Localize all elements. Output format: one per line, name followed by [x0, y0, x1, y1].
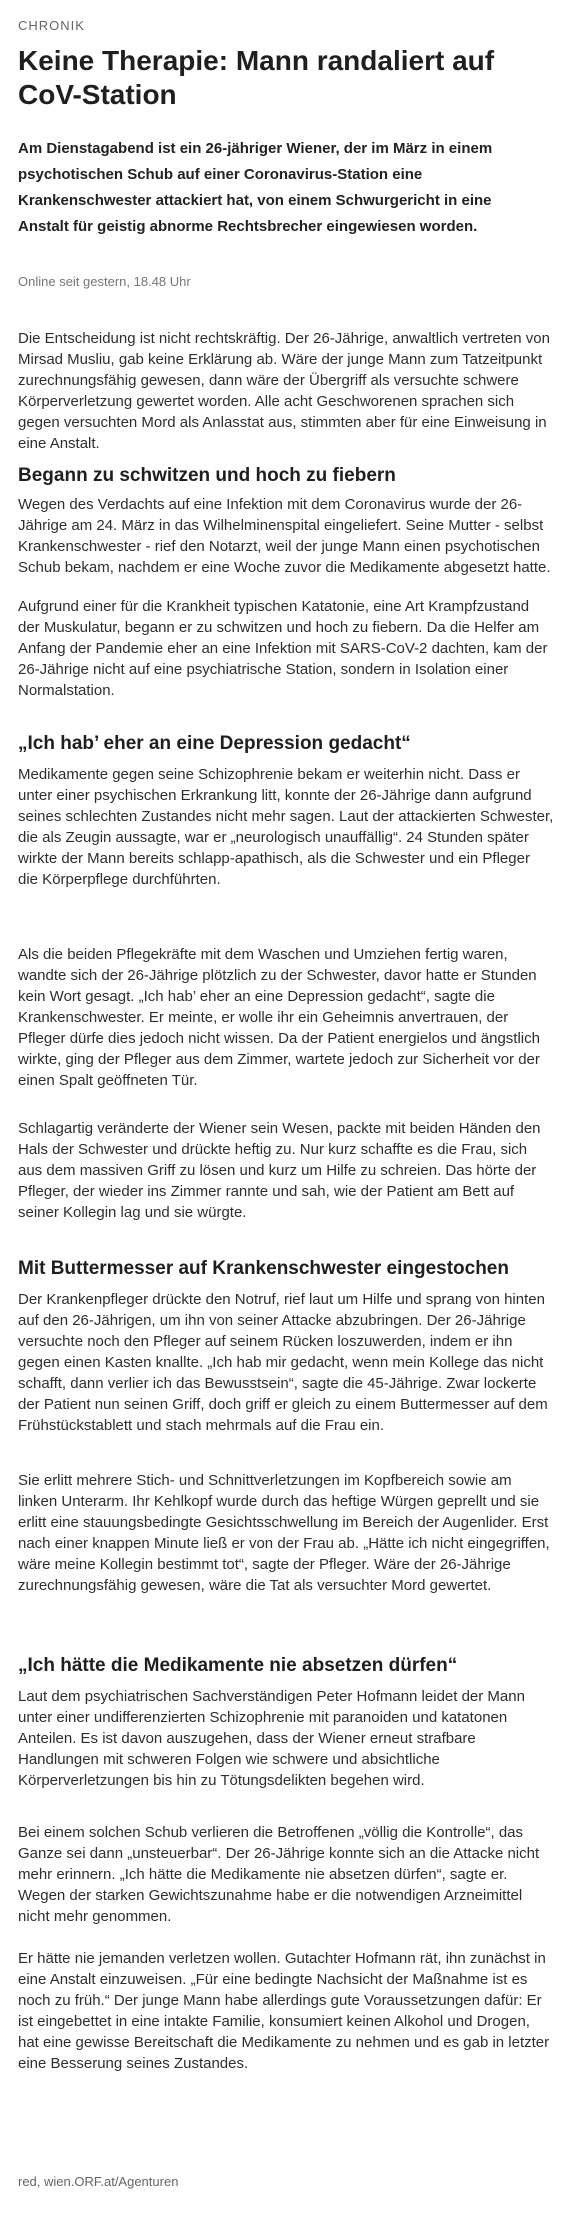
section-heading: Begann zu schwitzen und hoch zu fiebern: [18, 465, 396, 486]
article-paragraph: Aufgrund einer für die Krankheit typischen Katatonie, eine Art Krampfzustand der Muskulatur, begann er zu schwitzen und hoch zu fiebern. Da die Helfer am Anfang der Pandemie eher an eine Infektion mit SARS-CoV-2 dachten, kam der 26-Jährige nicht auf eine psychiatrische Station, sondern in Isolation einer Normalstation.: [18, 598, 548, 699]
article-paragraph: Die Entscheidung ist nicht rechtskräftig. Der 26-Jährige, anwaltlich vertreten von Mirsad Musliu, gab keine Erklärung ab. Wäre der junge Mann zum Tatzeitpunkt zurechnungsfähig gewesen, dann wäre der Übergriff als versuchte schwere Körperverletzung gewertet worden. Alle acht Geschworenen sprachen sich gegen versuchten Mord als Anlasstat aus, stimmten aber für eine Einweisung in eine Anstalt.: [18, 330, 550, 452]
article-paragraph: Bei einem solchen Schub verlieren die Betroffenen „völlig die Kontrolle“, das Ganze sei dann „unsteuerbar“. Der 26-Jährige konnte sich an die Attacke nicht mehr erinnern. „Ich hätte die Medikamente nie absetzen dürfen“, sagte er. Wegen der starken Gewichtszunahme habe er die notwendigen Arzneimittel nicht mehr genommen.: [18, 1824, 540, 1925]
section-heading: „Ich hätte die Medikamente nie absetzen dürfen“: [18, 1655, 458, 1676]
publication-date: Online seit gestern, 18.48 Uhr: [18, 274, 191, 289]
article-paragraph: Laut dem psychiatrischen Sachverständigen Peter Hofmann leidet der Mann unter einer undifferenzierten Schizophrenie mit paranoiden und katatonen Anteilen. Es ist davon auszugehen, dass der Wiener erneut strafbare Handlungen mit schweren Folgen wie schwere und absichtliche Körperverletzungen bis hin zu Tötungsdelikten begehen wird.: [18, 1688, 525, 1789]
section-label[interactable]: CHRONIK: [18, 18, 85, 33]
article-paragraph: Medikamente gegen seine Schizophrenie bekam er weiterhin nicht. Dass er unter einer psychischen Erkrankung litt, konnte der 26-Jährige dann aufgrund seines schlechten Zustandes nicht mehr sagen. Laut der attackierten Schwester, die als Zeugin aussagte, war er „neurologisch unauffällig“. 24 Stunden später wirkte der Mann bereits schlapp-apathisch, als die Schwester und ein Pfleger die Körperpflege durchführten.: [18, 766, 554, 888]
section-heading: Mit Buttermesser auf Krankenschwester eingestochen: [18, 1258, 509, 1279]
article-lead: Am Dienstagabend ist ein 26-jähriger Wiener, der im März in einem psychotischen Schub auf einer Coronavirus-Station eine Krankenschwester attackiert hat, von einem Schwurgericht in eine Anstalt für geistig abnorme Rechtsbrecher eingewiesen worden.: [18, 140, 493, 235]
article-paragraph: Sie erlitt mehrere Stich- und Schnittverletzungen im Kopfbereich sowie am linken Unterarm. Ihr Kehlkopf wurde durch das heftige Würgen geprellt und sie erlitt eine stauungsbedingte Gesichtsschwellung im Bereich der Augenlider. Erst nach einer knappen Minute ließ er von der Frau ab. „Hätte ich nicht eingegriffen, wäre meine Kollegin bestimmt tot“, sagte der Pfleger. Wäre der 26-Jährige zurechnungsfähig gewesen, wäre die Tat als versuchter Mord gewertet.: [18, 1472, 550, 1594]
source-credit: red, wien.ORF.at/Agenturen: [18, 2174, 179, 2189]
article-paragraph: Als die beiden Pflegekräfte mit dem Waschen und Umziehen fertig waren, wandte sich der 26-Jährige plötzlich zu der Schwester, davor hatte er Stunden kein Wort gesagt. „Ich hab’ eher an eine Depression gedacht“, sagte die Krankenschwester. Er meinte, er wolle ihr ein Geheimnis anvertrauen, der Pfleger dürfe dies jedoch nicht wissen. Da der Patient energielos und ängstlich wirkte, ging der Pfleger aus dem Zimmer, wartete jedoch zur Sicherheit vor der einen Spalt geöffneten Tür.: [18, 946, 540, 1089]
section-heading: „Ich hab’ eher an eine Depression gedacht“: [18, 733, 411, 754]
article-paragraph: Schlagartig veränderte der Wiener sein Wesen, packte mit beiden Händen den Hals der Schwester und drückte heftig zu. Nur kurz schaffte es die Frau, sich aus dem massiven Griff zu lösen und kurz um Hilfe zu schreien. Das hörte der Pfleger, der wieder ins Zimmer rannte und sah, wie der Patient am Bett auf seiner Kollegin lag und sie würgte.: [18, 1120, 541, 1221]
article-paragraph: Der Krankenpfleger drückte den Notruf, rief laut um Hilfe und sprang von hinten auf den 26-Jährigen, um ihn von seiner Attacke abzubringen. Der 26-Jährige versuchte noch den Pfleger auf seinem Rücken loszuwerden, indem er ihn gegen einen Kasten knallte. „Ich hab mir gedacht, wenn mein Kollege das nicht schafft, dann verlier ich das Bewusstsein“, sagte die 45-Jährige. Zwar lockerte der Patient nun seinen Griff, doch griff er gleich zu einem Buttermesser auf dem Frühstückstablett und stach mehrmals auf die Frau ein.: [18, 1291, 548, 1434]
article-paragraph: Er hätte nie jemanden verletzen wollen. Gutachter Hofmann rät, ihn zunächst in eine Anstalt einzuweisen. „Für eine bedingte Nachsicht der Maßnahme ist es noch zu früh.“ Der junge Mann habe allerdings gute Voraussetzungen dafür: Er ist eingebettet in eine intakte Familie, konsumiert keinen Alkohol und Drogen, hat eine gewisse Bereitschaft die Medikamente zu nehmen und es gab in letzter eine Besserung seines Zustandes.: [18, 1950, 550, 2072]
article-paragraph: Wegen des Verdachts auf eine Infektion mit dem Coronavirus wurde der 26-Jährige am 24. März in das Wilhelminenspital eingeliefert. Seine Mutter - selbst Krankenschwester - rief den Notarzt, weil der junge Mann einen psychotischen Schub bekam, nachdem er eine Woche zuvor die Medikamente abgesetzt hatte.: [18, 496, 551, 576]
article-title: Keine Therapie: Mann randaliert auf CoV-Station: [18, 45, 495, 110]
